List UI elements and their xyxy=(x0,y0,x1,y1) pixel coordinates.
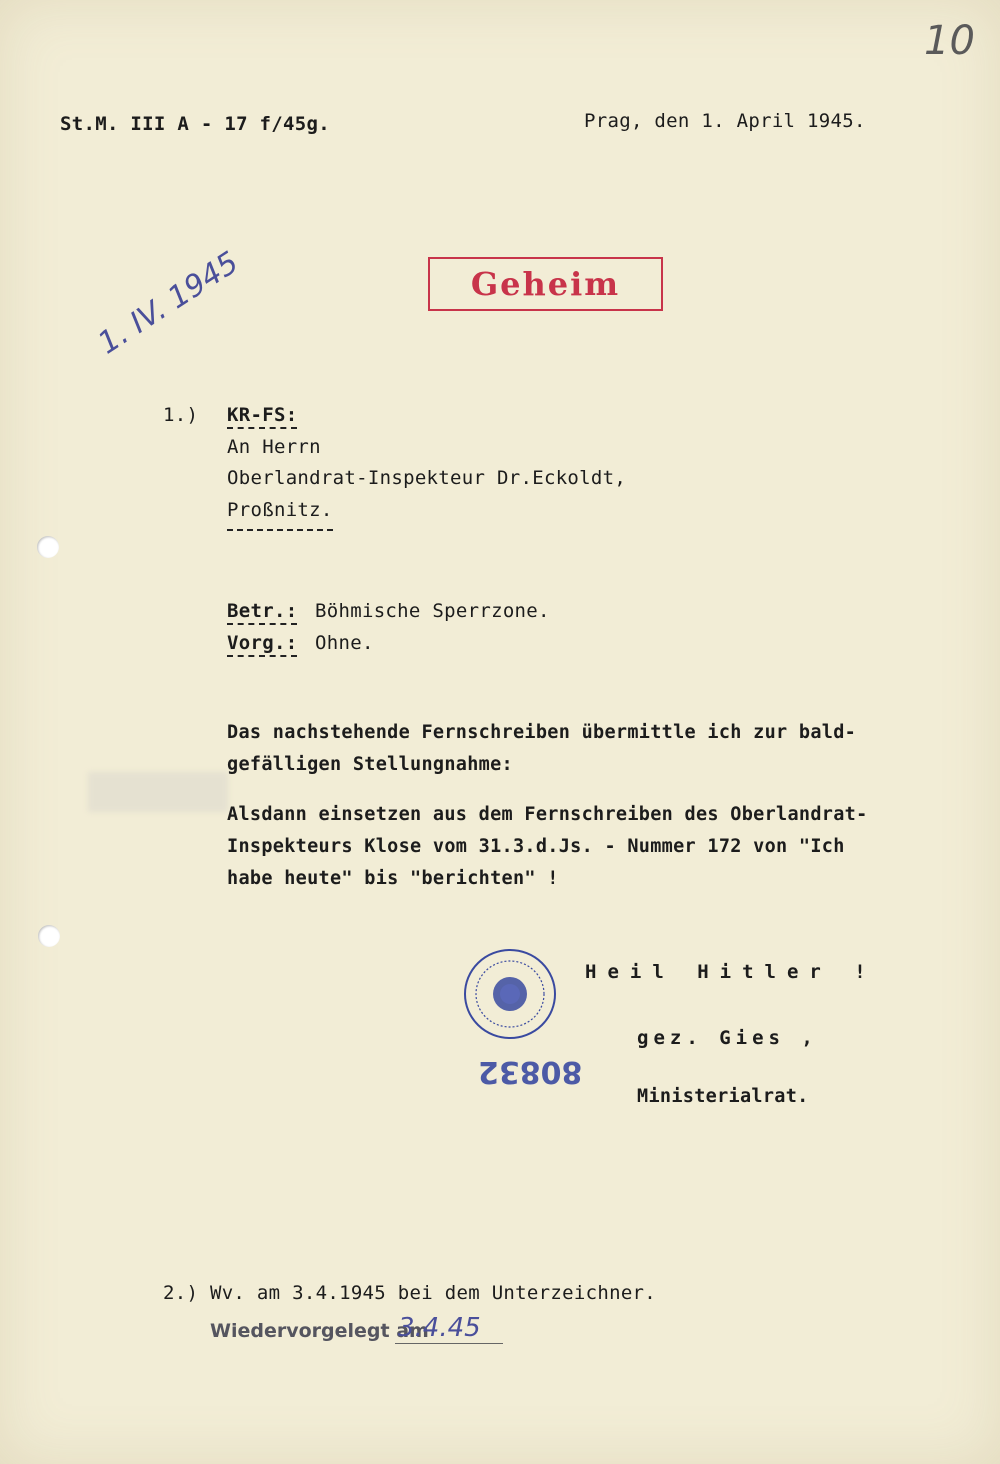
transmission-channel: KR-FS: xyxy=(227,404,297,429)
reference-number: St.M. III A - 17 f/45g. xyxy=(60,113,330,135)
body-line-2: gefälligen Stellungnahme: xyxy=(227,754,513,775)
punch-hole-top xyxy=(37,536,59,558)
faint-stamp-smudge xyxy=(88,772,228,812)
closing-title: Ministerialrat. xyxy=(637,1086,809,1107)
resubmission-stamp: Wiedervorgelegt am xyxy=(210,1320,429,1342)
received-date-annotation: 1. IV. 1945 xyxy=(92,245,245,362)
classification-stamp-text: Geheim xyxy=(470,265,621,303)
body-line-4: Inspekteurs Klose vom 31.3.d.Js. - Nummer 172 von "Ich xyxy=(227,836,845,857)
body-line-5: habe heute" bis "berichten" ! xyxy=(227,868,559,889)
subject-value: Böhmische Sperrzone. xyxy=(315,600,550,622)
precedent-label: Vorg.: xyxy=(227,632,297,657)
classification-stamp xyxy=(428,257,663,311)
official-seal xyxy=(462,947,558,1041)
page-number: 10 xyxy=(924,18,975,64)
closing-signature: gez. Gies , xyxy=(637,1027,818,1049)
subject-label: Betr.: xyxy=(227,600,297,625)
resubmission-date: 3.4.45 xyxy=(398,1313,481,1343)
body-line-1: Das nachstehende Fernschreiben übermittle ich zur bald- xyxy=(227,722,857,743)
place-date: Prag, den 1. April 1945. xyxy=(584,110,866,132)
item-2-note: 2.) Wv. am 3.4.1945 bei dem Unterzeichner. xyxy=(163,1282,657,1304)
addressee-line-2: Oberlandrat-Inspekteur Dr.Eckoldt, xyxy=(227,467,627,489)
archive-number: 80832 xyxy=(478,1054,583,1089)
addressee-line-3: Proßnitz. xyxy=(227,499,333,531)
closing-greeting: Heil Hitler ! xyxy=(585,961,877,983)
addressee-line-1: An Herrn xyxy=(227,436,321,458)
precedent-value: Ohne. xyxy=(315,632,374,654)
resubmission-date-line xyxy=(395,1343,503,1344)
item-1-number: 1.) xyxy=(163,404,199,426)
body-line-3: Alsdann einsetzen aus dem Fernschreiben des Oberlandrat- xyxy=(227,804,868,825)
punch-hole-bottom xyxy=(38,925,60,947)
